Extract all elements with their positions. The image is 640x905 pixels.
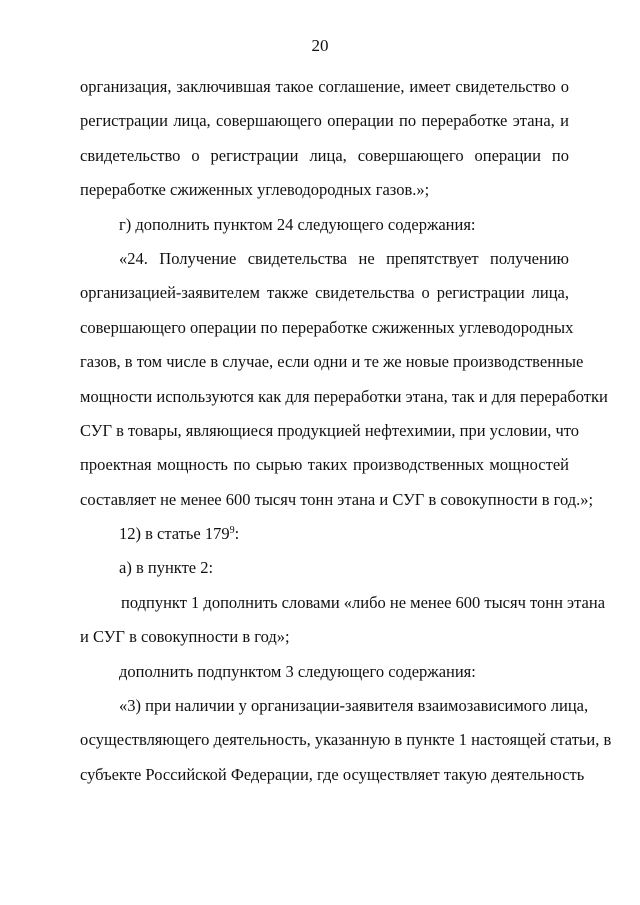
text-line: СУГ в товары, являющиеся продукцией нефтехимии, при условии, что bbox=[80, 420, 579, 440]
page-number: 20 bbox=[311, 36, 329, 55]
text-line: а) в пункте 2: bbox=[119, 558, 214, 578]
text-line: регистрации лица, совершающего операции по переработке этана, и bbox=[80, 111, 569, 131]
text-line: свидетельство о регистрации лица, совершающего операции по bbox=[80, 145, 569, 165]
text-line: совершающего операции по переработке сжиженных углеводородных bbox=[80, 317, 574, 337]
text-line: газов, в том числе в случае, если одни и те же новые производственные bbox=[80, 352, 584, 372]
document-body bbox=[80, 74, 612, 796]
text-line: дополнить подпунктом 3 следующего содержания: bbox=[119, 661, 476, 681]
article-prefix: 12) в статье 179 bbox=[119, 524, 230, 544]
article-suffix: : bbox=[234, 524, 240, 544]
text-line: составляет не менее 600 тысяч тонн этана и СУГ в совокупности в год.»; bbox=[80, 489, 594, 509]
text-line: организацией-заявителем также свидетельства о регистрации лица, bbox=[80, 283, 569, 303]
text-line: проектная мощность по сырью таких производственных мощностей bbox=[80, 455, 569, 475]
article-line bbox=[80, 521, 569, 555]
text-line: «24. Получение свидетельства не препятствует получению bbox=[119, 248, 569, 268]
text-line: «3) при наличии у организации-заявителя взаимозависимого лица, bbox=[119, 696, 589, 716]
text-line: подпункт 1 дополнить словами «либо не менее 600 тысяч тонн этана bbox=[121, 592, 606, 612]
text-line: организация, заключившая такое соглашение, имеет свидетельство о bbox=[80, 77, 569, 96]
text-line: субъекте Российской Федерации, где осуществляет такую деятельность bbox=[80, 764, 585, 784]
article-superscript: 9 bbox=[229, 525, 235, 537]
text-line: осуществляющего деятельность, указанную в пункте 1 настоящей статьи, в bbox=[80, 730, 612, 750]
text-line: переработке сжиженных углеводородных газов.»; bbox=[80, 180, 430, 200]
text-line: и СУГ в совокупности в год»; bbox=[80, 627, 290, 647]
text-line: мощности используются как для переработки этана, так и для переработки bbox=[80, 386, 608, 406]
text-line: г) дополнить пунктом 24 следующего содержания: bbox=[119, 214, 476, 234]
